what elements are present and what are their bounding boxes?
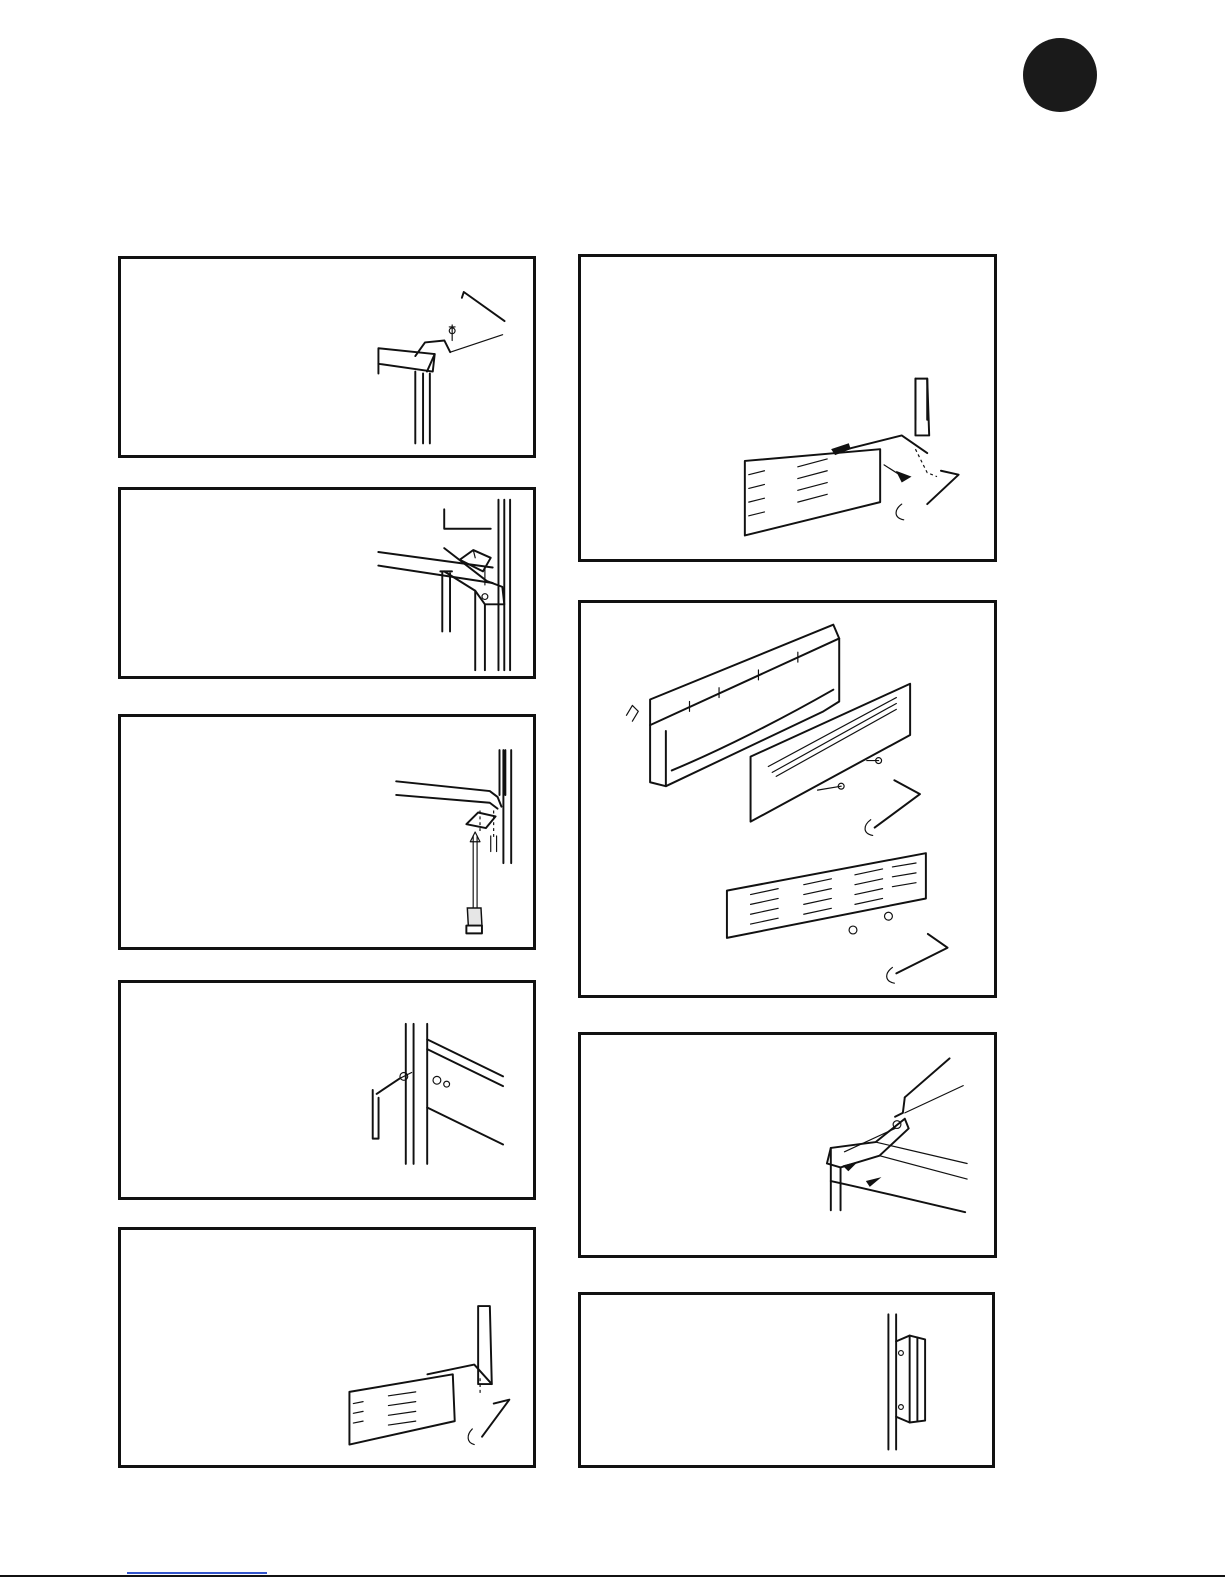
bottom-hinge-grille-icon <box>121 1230 533 1465</box>
panel-step-5 <box>118 1227 536 1468</box>
top-hinge-refit-icon <box>581 1035 994 1255</box>
plinth-and-grille-exploded-icon <box>581 603 994 995</box>
panel-step-8 <box>578 1032 997 1258</box>
panel-step-2 <box>118 487 536 679</box>
panel-step-4 <box>118 980 536 1200</box>
door-handle-icon <box>581 1295 992 1465</box>
panel-step-1 <box>118 256 536 458</box>
grille-removal-icon <box>581 257 994 559</box>
footer-link-underline <box>127 1572 267 1574</box>
side-pin-hex-key-icon <box>121 983 533 1197</box>
top-hinge-hex-key-icon <box>121 259 533 455</box>
panel-step-7 <box>578 600 997 998</box>
footer-rule <box>0 1575 1225 1577</box>
panel-step-6 <box>578 254 997 562</box>
panel-step-9 <box>578 1292 995 1468</box>
hinge-screwdriver-icon <box>121 717 533 947</box>
middle-hinge-hex-key-icon <box>121 490 533 676</box>
panel-step-3 <box>118 714 536 950</box>
page-marker-dot <box>1023 38 1097 112</box>
